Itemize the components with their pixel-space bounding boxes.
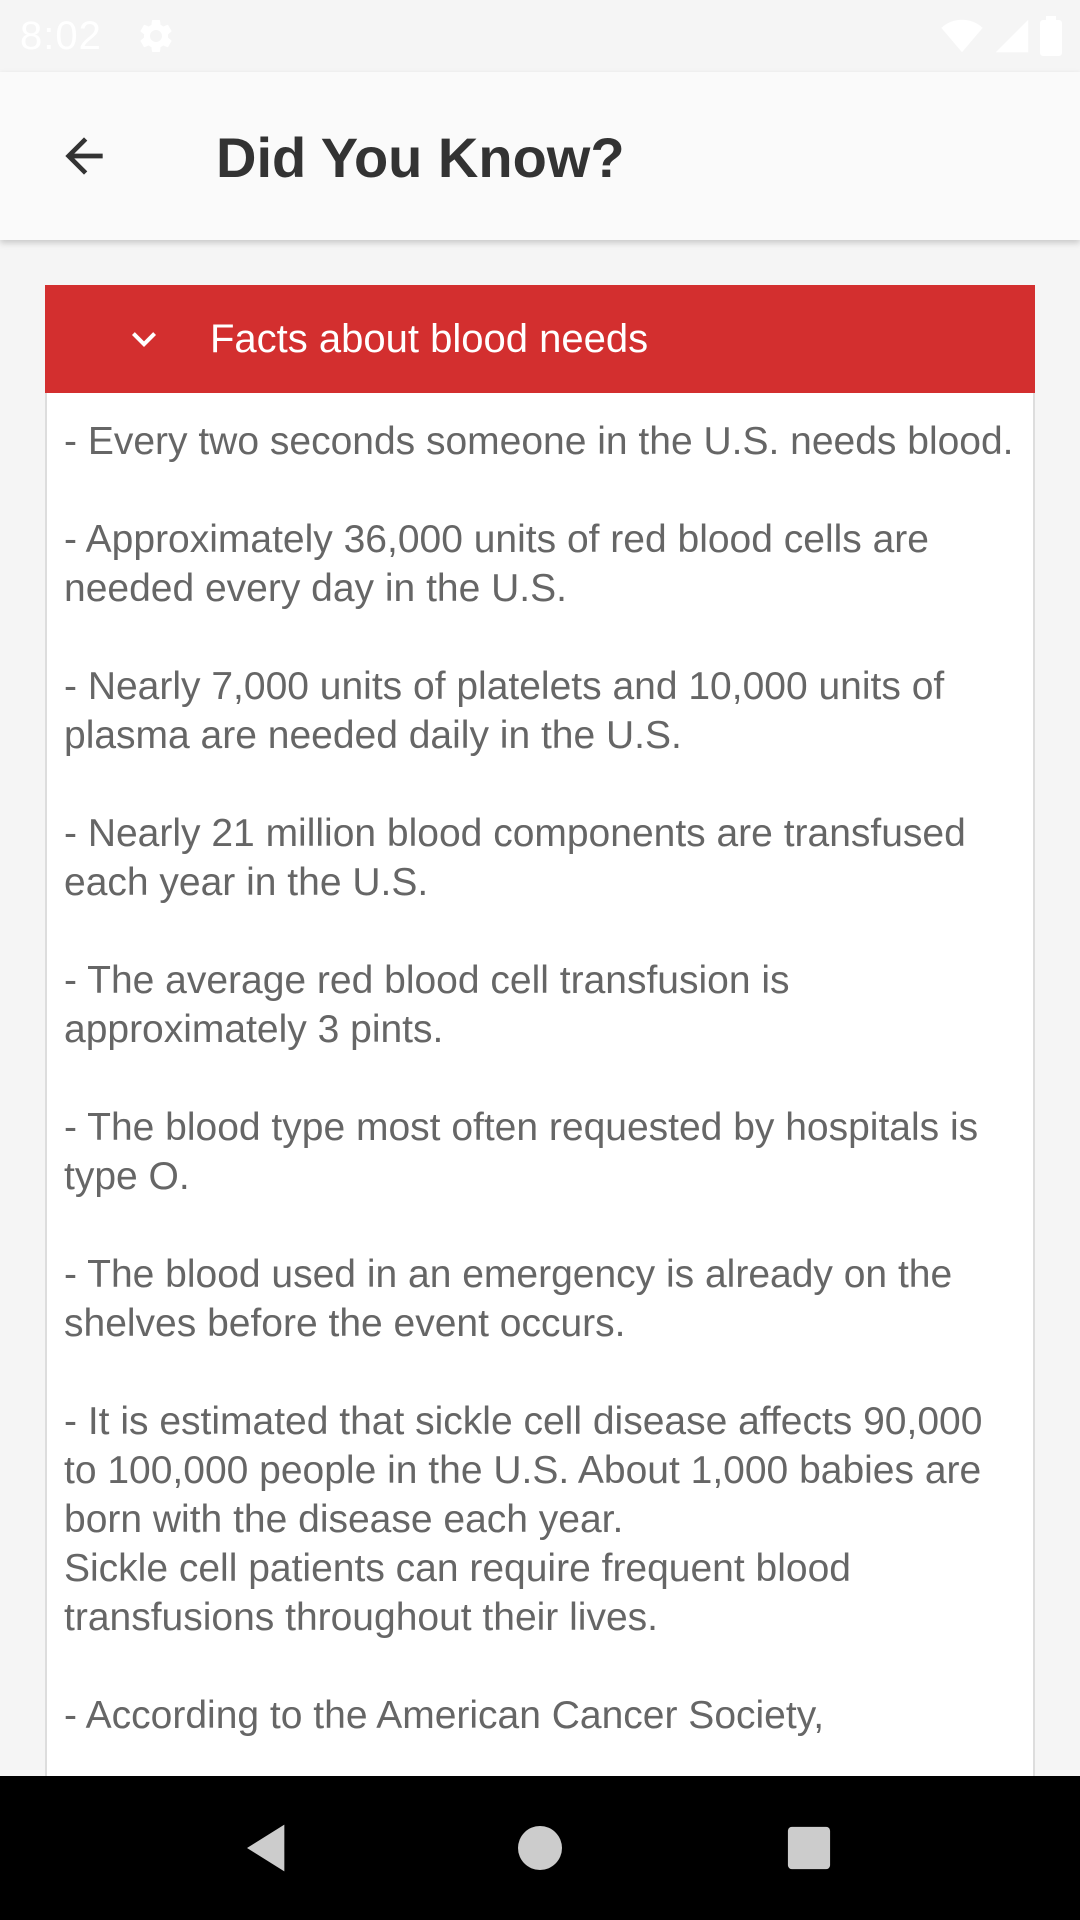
facts-panel-header[interactable]	[45, 285, 1035, 393]
nav-recents-button[interactable]	[773, 1812, 845, 1884]
nav-home-button[interactable]	[504, 1812, 576, 1884]
system-nav-bar	[0, 1776, 1080, 1920]
facts-panel-body	[45, 393, 1035, 1776]
app-bar	[0, 72, 1080, 240]
content-area[interactable]	[0, 240, 1080, 1776]
settings-icon	[136, 16, 176, 56]
wifi-icon	[940, 18, 984, 54]
fact-item: - Approximately 36,000 units of red blood cells are needed every day in the U.S.	[64, 518, 929, 610]
panel-title: Facts about blood needs	[210, 317, 649, 361]
fact-item: - The blood type most often requested by hospitals is type O.	[64, 1106, 979, 1198]
home-nav-icon	[516, 1824, 564, 1872]
status-time: 8:02	[20, 14, 102, 58]
fact-item: - It is estimated that sickle cell disease affects 90,000 to 100,000 people in the U.S. About 1,000 babies are born with the disease each year. Sickle cell patients can require frequent blood transfusions throughout their lives.	[64, 1400, 983, 1639]
recents-nav-icon	[786, 1825, 832, 1871]
fact-item: - Nearly 21 million blood components are transfused each year in the U.S.	[64, 812, 966, 904]
chevron-down-icon[interactable]	[120, 315, 168, 363]
fact-item: - The blood used in an emergency is already on the shelves before the event occurs.	[64, 1253, 953, 1345]
nav-back-button[interactable]	[232, 1812, 304, 1884]
signal-icon	[994, 18, 1030, 54]
status-icons	[940, 16, 1062, 56]
fact-item: - The average red blood cell transfusion is approximately 3 pints.	[64, 959, 790, 1051]
fact-item: - According to the American Cancer Society,	[64, 1694, 825, 1737]
page-title: Did You Know?	[216, 126, 625, 189]
fact-item: - Every two seconds someone in the U.S. needs blood.	[64, 420, 1014, 463]
fact-item: - Nearly 7,000 units of platelets and 10,000 units of plasma are needed daily in the U.S.	[64, 665, 945, 757]
battery-icon	[1040, 16, 1062, 56]
back-button[interactable]	[44, 116, 124, 196]
arrow-back-icon	[56, 128, 112, 184]
back-nav-icon	[240, 1820, 296, 1876]
status-bar	[0, 0, 1080, 72]
